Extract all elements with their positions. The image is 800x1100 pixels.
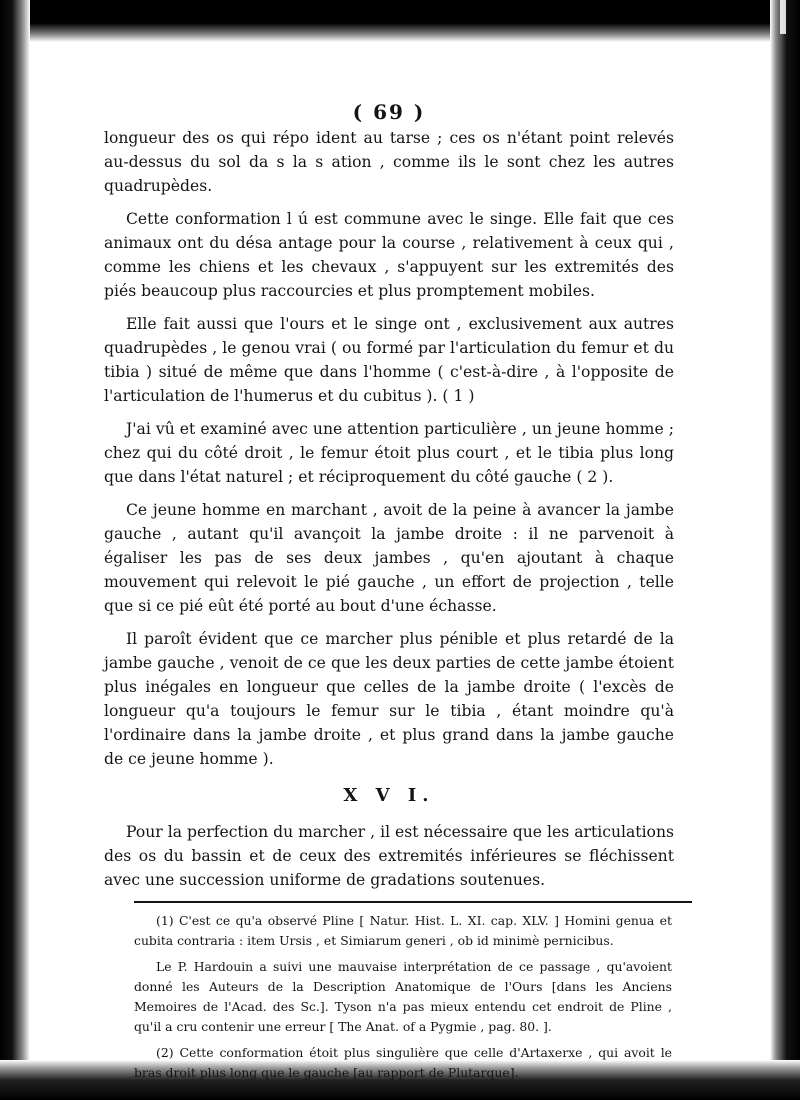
paragraph-6: Il paroît évident que ce marcher plus pénible et plus retardé de la jambe gauche , venoit de ce que les deux parties de cette jambe étoient plus inégales en longueur que celles de la jambe droite ( l'excès de longueur qu'a toujours le femur sur le tibia , étant moindre qu'à l'ordinaire dans la jambe droite , et plus grand dans la jambe gauche de ce jeune homme ). bbox=[104, 630, 674, 768]
footnote-2: (2) Cette conformation étoit plus singulière que celle d'Artaxerxe , qui avoit le bras droit plus long que le gauche [au rapport de Plutarque]. bbox=[134, 1045, 672, 1080]
footnote-1-continued: Le P. Hardouin a suivi une mauvaise interprétation de ce passage , qu'avoient donné les Auteurs de la Description Anatomique de l'Ours [dans les Anciens Memoires de l'Acad. des Sc.]. Tyson n'a pas mieux entendu cet endroit de Pline , qu'il a cru contenir une erreur [ The Anat. of a Pygmie , pag. 80. ]. bbox=[134, 959, 672, 1034]
page-number: ( 69 ) bbox=[352, 100, 426, 124]
page-content bbox=[104, 100, 674, 1089]
paragraph-5: Ce jeune homme en marchant , avoit de la peine à avancer la jambe gauche , autant qu'il avançoit la jambe droite : il ne parvenoit à égaliser les pas de ses deux jambes , qu'en ajoutant à chaque mouvement qui relevoit le pié gauche , un effort de projection , telle que si ce pié eût été porté au bout d'une échasse. bbox=[104, 501, 674, 615]
scan-artifact bbox=[780, 0, 786, 34]
paragraph-2: Cette conformation l ú est commune avec le singe. Elle fait que ces animaux ont du désa antage pour la course , relativement à ceux qui , comme les chiens et les chevaux , s'appuyent sur les extremités des piés beaucoup plus raccourcies et plus promptement mobiles. bbox=[104, 210, 674, 300]
footnote-1: (1) C'est ce qu'a observé Pline [ Natur. Hist. L. XI. cap. XLV. ] Homini genua et cubita contraria : item Ursis , et Simiarum generi , ob id minimè pernicibus. bbox=[134, 913, 672, 948]
paragraph-4: J'ai vû et examiné avec une attention particulière , un jeune homme ; chez qui du côté droit , le femur étoit plus court , et le tibia plus long que dans l'état naturel ; et réciproquement du côté gauche ( 2 ). bbox=[104, 420, 674, 486]
scan-border-right bbox=[770, 0, 800, 1100]
scan-border-left bbox=[0, 0, 30, 1100]
paragraph-3: Elle fait aussi que l'ours et le singe ont , exclusivement aux autres quadrupèdes , le genou vrai ( ou formé par l'articulation du femur et du tibia ) situé de même que dans l'homme ( c'est-à-dire , à l'opposite de l'articulation de l'humerus et du cubitus ). ( 1 ) bbox=[104, 315, 674, 405]
scan-border-top bbox=[0, 0, 800, 42]
paragraph-1: longueur des os qui répo ident au tarse ; ces os n'étant point relevés au-dessus du sol da s la s ation , comme ils le sont chez les autres quadrupèdes. bbox=[104, 129, 674, 195]
section-paragraph: Pour la perfection du marcher , il est nécessaire que les articulations des os du bassin et de ceux des extremités inférieures se fléchissent avec une succession uniforme de gradations soutenues. bbox=[104, 823, 674, 889]
footnotes bbox=[134, 911, 672, 1083]
body-text bbox=[104, 126, 674, 892]
footnote-rule bbox=[134, 901, 692, 903]
section-heading: X V I. bbox=[343, 785, 435, 806]
